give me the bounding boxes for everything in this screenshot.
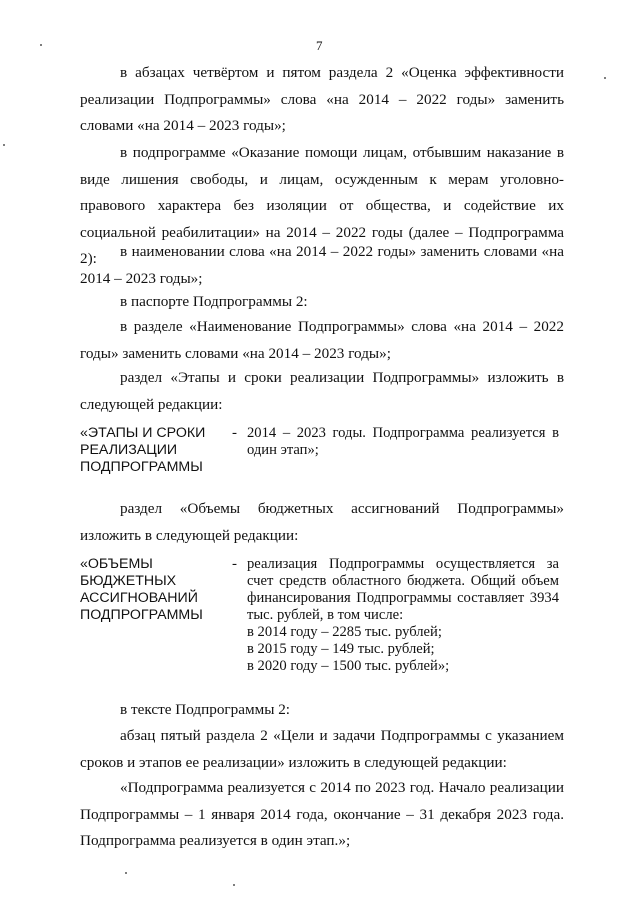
scan-speck [3, 144, 5, 146]
scan-speck [40, 44, 42, 46]
page-number: 7 [316, 38, 323, 53]
paragraph-7: раздел «Объемы бюджетных ассигнований Подпрограммы» изложить в следующей редакции: [80, 500, 564, 544]
budget-dash: - [232, 556, 237, 572]
paragraph-1: в абзацах четвёртом и пятом раздела 2 «Оценка эффективности реализации Подпрограммы» слова «на 2014 – 2022 годы» заменить словами «на 2014 – 2023 годы»; [80, 64, 564, 134]
paragraph-8: в тексте Подпрограммы 2: [120, 701, 291, 718]
stages-table [80, 425, 564, 477]
stages-dash: - [232, 425, 237, 441]
stages-value: 2014 – 2023 годы. Подпрограмма реализуется в один этап»; [247, 425, 559, 458]
budget-value [247, 556, 559, 675]
paragraph-6: раздел «Этапы и сроки реализации Подпрограммы» изложить в следующей редакции: [80, 369, 564, 413]
budget-line-2015: в 2015 году – 149 тыс. рублей; [247, 641, 435, 657]
budget-line-2014: в 2014 году – 2285 тыс. рублей; [247, 624, 442, 640]
scan-speck [125, 872, 127, 874]
paragraph-3: в наименовании слова «на 2014 – 2022 годы» заменить словами «на 2014 – 2023 годы»; [80, 243, 564, 287]
paragraph-4: в паспорте Подпрограммы 2: [120, 293, 308, 310]
scan-speck [604, 77, 606, 79]
scan-speck [233, 884, 235, 886]
budget-value-text: реализация Подпрограммы осуществляется за счет средств областного бюджета. Общий объем финансирования Подпрограммы составляет 3934 тыс. рублей, в том числе: [247, 556, 559, 623]
budget-table [80, 556, 564, 681]
budget-label: «ОБЪЕМЫ БЮДЖЕТНЫХ АССИГНОВАНИЙ ПОДПРОГРАММЫ [80, 556, 203, 623]
stages-label: «ЭТАПЫ И СРОКИ РЕАЛИЗАЦИИ ПОДПРОГРАММЫ [80, 425, 206, 475]
paragraph-2: в подпрограмме «Оказание помощи лицам, отбывшим наказание в виде лишения свободы, и лицам, осужденным к мерам уголовно-правового характера без изоляции от общества, и содействие их социальной реабилитации» на 2014 – 2022 годы (далее – Подпрограмма 2): [80, 144, 564, 267]
paragraph-5: в разделе «Наименование Подпрограммы» слова «на 2014 – 2022 годы» заменить словами «на 2014 – 2023 годы»; [80, 318, 564, 362]
paragraph-10: «Подпрограмма реализуется с 2014 по 2023 год. Начало реализации Подпрограммы – 1 января 2014 года, окончание – 31 декабря 2023 года. Подпрограмма реализуется в один этап.»; [80, 779, 564, 849]
paragraph-9: абзац пятый раздела 2 «Цели и задачи Подпрограммы с указанием сроков и этапов ее реализации» изложить в следующей редакции: [80, 727, 564, 771]
budget-line-2020: в 2020 году – 1500 тыс. рублей»; [247, 658, 450, 674]
